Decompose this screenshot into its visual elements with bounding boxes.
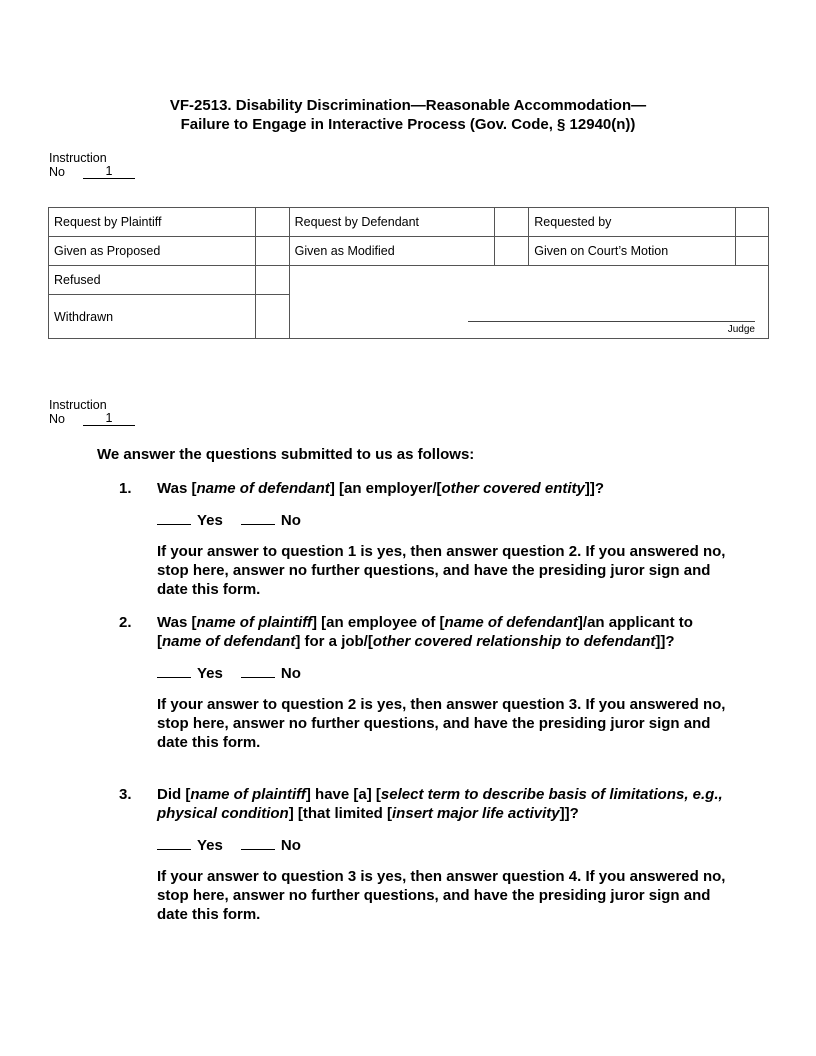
question-text: Did [name of plaintiff] have [a] [select term to describe basis of limitations, e.g., physical condition] [that limited [insert major life activity]]? — [157, 786, 723, 822]
judge-signature-line[interactable] — [468, 321, 755, 322]
request-by-plaintiff-checkbox[interactable] — [255, 208, 289, 237]
instruction-number-field[interactable]: 1 — [83, 412, 135, 426]
yes-answer-blank[interactable] — [157, 663, 191, 678]
instruction-status-table — [48, 207, 769, 339]
instruction-no-label: No — [49, 165, 65, 179]
no-label: No — [280, 512, 301, 529]
question-instructions: If your answer to question 2 is yes, then answer question 3. If you answered no, stop here, answer no further questions, and have the presiding juror sign and date this form. — [157, 696, 726, 751]
yes-no-answer — [157, 663, 729, 683]
question-number: 3. — [119, 786, 132, 803]
request-by-defendant-checkbox[interactable] — [495, 208, 529, 237]
question-instructions: If your answer to question 3 is yes, then answer question 4. If you answered no, stop here, answer no further questions, and have the presiding juror sign and date this form. — [157, 868, 726, 923]
no-label: No — [280, 665, 301, 682]
instruction-no-label: No — [49, 412, 65, 426]
given-as-proposed-label: Given as Proposed — [49, 237, 256, 266]
question-1 — [119, 479, 729, 599]
given-on-courts-motion-checkbox[interactable] — [736, 237, 769, 266]
yes-answer-blank[interactable] — [157, 510, 191, 525]
yes-answer-blank[interactable] — [157, 835, 191, 850]
question-3 — [119, 785, 729, 924]
no-label: No — [280, 837, 301, 854]
given-as-modified-label: Given as Modified — [289, 237, 495, 266]
yes-no-answer — [157, 835, 729, 855]
question-number: 1. — [119, 480, 132, 497]
instruction-number-field[interactable]: 1 — [83, 165, 135, 179]
no-answer-blank[interactable] — [241, 510, 275, 525]
question-instructions: If your answer to question 1 is yes, then answer question 2. If you answered no, stop here, answer no further questions, and have the presiding juror sign and date this form. — [157, 543, 726, 598]
refused-label: Refused — [49, 266, 256, 295]
yes-label: Yes — [197, 665, 223, 682]
no-answer-blank[interactable] — [241, 663, 275, 678]
request-by-defendant-label: Request by Defendant — [289, 208, 495, 237]
instruction-label: Instruction — [49, 398, 107, 412]
given-as-proposed-checkbox[interactable] — [255, 237, 289, 266]
question-number: 2. — [119, 614, 132, 631]
yes-no-answer — [157, 510, 729, 530]
given-on-courts-motion-label: Given on Court’s Motion — [529, 237, 736, 266]
question-text: Was [name of defendant] [an employer/[other covered entity]]? — [157, 480, 605, 497]
given-as-modified-checkbox[interactable] — [495, 237, 529, 266]
requested-by-checkbox[interactable] — [736, 208, 769, 237]
question-2 — [119, 613, 729, 752]
requested-by-label: Requested by — [529, 208, 736, 237]
form-title-line-2: Failure to Engage in Interactive Process (Gov. Code, § 12940(n)) — [180, 116, 636, 133]
form-title — [0, 96, 816, 134]
yes-label: Yes — [197, 512, 223, 529]
yes-label: Yes — [197, 837, 223, 854]
refused-checkbox[interactable] — [255, 266, 289, 295]
judge-signature-area — [289, 266, 768, 339]
form-title-line-1: VF-2513. Disability Discrimination—Reasonable Accommodation— — [169, 97, 647, 114]
instruction-number-block — [49, 151, 135, 179]
request-by-plaintiff-label: Request by Plaintiff — [49, 208, 256, 237]
judge-label: Judge — [727, 324, 755, 335]
no-answer-blank[interactable] — [241, 835, 275, 850]
question-text: Was [name of plaintiff] [an employee of [name of defendant]/an applicant to [name of defendant] for a job/[other covered relationship to defendant]]? — [157, 614, 693, 650]
withdrawn-checkbox[interactable] — [255, 295, 289, 339]
instruction-number-block-2 — [49, 398, 135, 426]
withdrawn-label: Withdrawn — [49, 295, 256, 339]
instruction-label: Instruction — [49, 151, 107, 165]
verdict-intro: We answer the questions submitted to us as follows: — [97, 446, 475, 463]
